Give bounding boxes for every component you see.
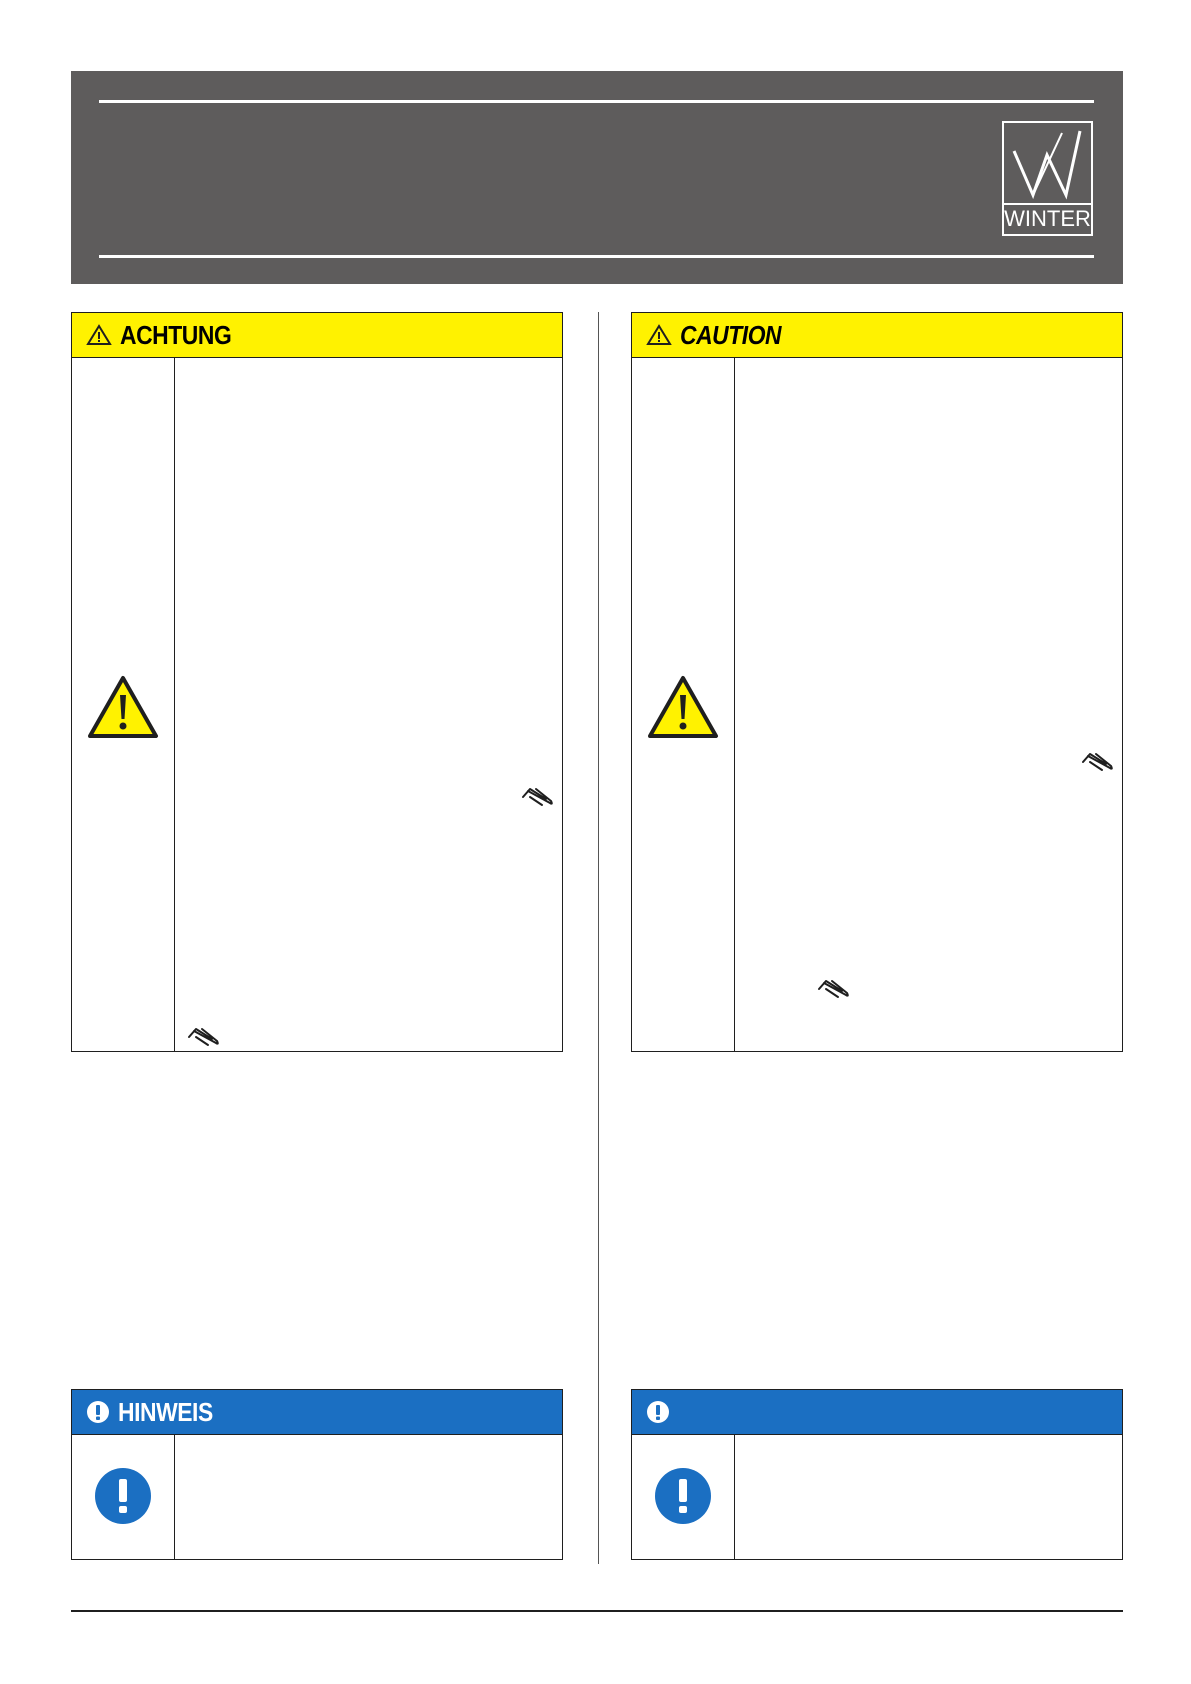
logo-text: WINTER — [1004, 203, 1091, 234]
header-bottom-rule — [99, 255, 1094, 258]
header-band — [71, 71, 1123, 284]
hand-pointer-icon — [1080, 748, 1116, 772]
achtung-box — [71, 312, 563, 1052]
notice-icon-column — [632, 1435, 735, 1559]
hand-pointer-icon — [816, 975, 852, 999]
caution-header — [632, 313, 1122, 358]
hinweis-box — [71, 1389, 563, 1560]
small-exclamation-circle-icon — [86, 1400, 110, 1424]
winter-logo-mark-icon — [1004, 123, 1091, 203]
hand-pointer-icon — [186, 1023, 222, 1047]
hinweis-title: HINWEIS — [118, 1396, 213, 1427]
achtung-header — [72, 313, 562, 358]
achtung-title: ACHTUNG — [120, 319, 232, 350]
header-top-rule — [99, 100, 1094, 103]
warning-triangle-icon — [647, 675, 719, 739]
exclamation-circle-icon — [654, 1467, 712, 1525]
caution-box — [631, 312, 1123, 1052]
small-warning-icon — [86, 324, 112, 346]
caution-title: CAUTION — [680, 319, 782, 350]
winter-logo — [1002, 121, 1093, 236]
exclamation-circle-icon — [94, 1467, 152, 1525]
notice-box — [631, 1389, 1123, 1560]
hinweis-header — [72, 1390, 562, 1435]
footer-rule — [71, 1610, 1123, 1612]
warning-triangle-icon — [87, 675, 159, 739]
small-warning-icon — [646, 324, 672, 346]
small-exclamation-circle-icon — [646, 1400, 670, 1424]
hand-pointer-icon — [520, 783, 556, 807]
caution-icon-column — [632, 358, 735, 1051]
notice-header — [632, 1390, 1122, 1435]
hinweis-icon-column — [72, 1435, 175, 1559]
column-divider — [598, 312, 599, 1564]
achtung-icon-column — [72, 358, 175, 1051]
